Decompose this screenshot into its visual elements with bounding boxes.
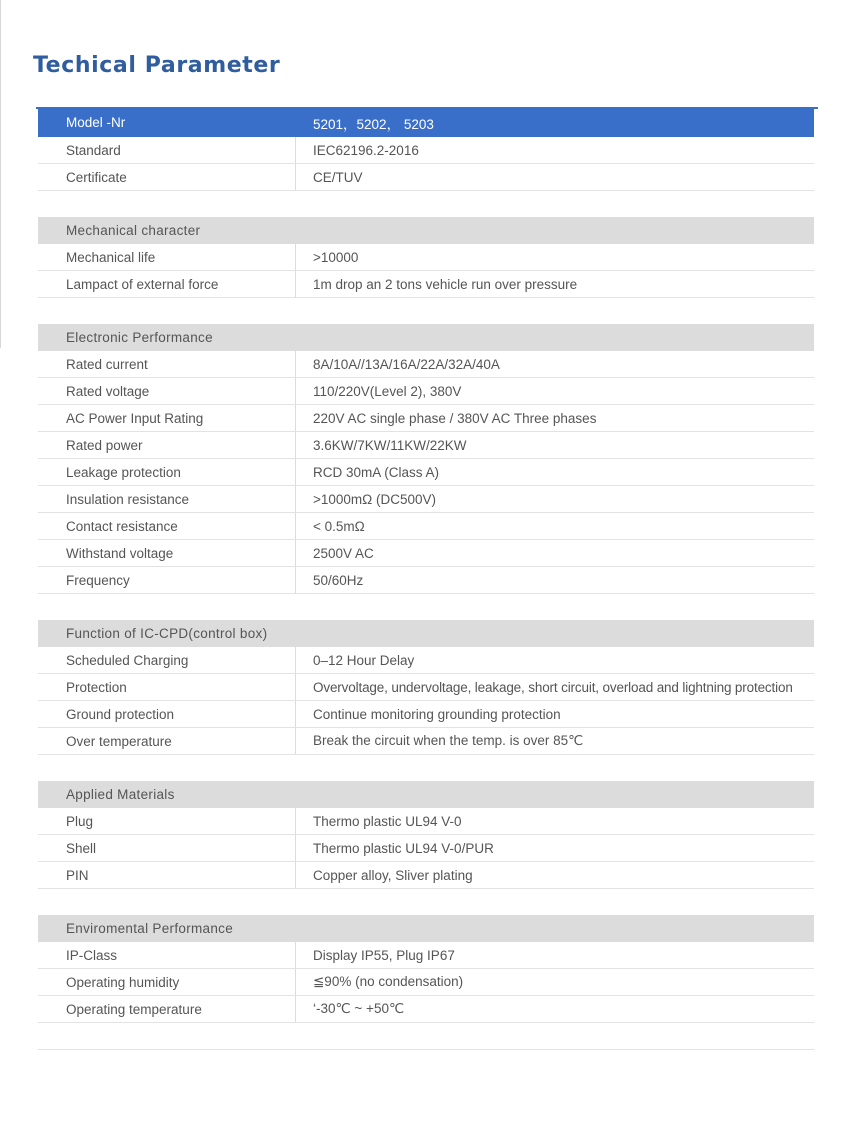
row-label: Contact resistance — [38, 513, 296, 539]
row-value: Copper alloy, Sliver plating — [313, 867, 473, 883]
table-row — [38, 244, 814, 271]
table-row — [38, 459, 814, 486]
table-row — [38, 540, 814, 567]
table-row — [38, 486, 814, 513]
section-gap — [38, 755, 814, 781]
table-row — [38, 862, 814, 889]
section-gap — [38, 889, 814, 915]
section-gap — [38, 191, 814, 217]
row-label: Scheduled Charging — [38, 647, 296, 673]
table-row — [38, 164, 814, 191]
row-value: Continue monitoring grounding protection — [313, 706, 561, 722]
table-row — [38, 728, 814, 755]
row-label: Frequency — [38, 567, 296, 593]
row-value: >1000mΩ (DC500V) — [313, 491, 437, 507]
table-row — [38, 567, 814, 594]
row-label: Lampact of external force — [38, 271, 296, 297]
row-label: Over temperature — [38, 728, 296, 754]
row-value: < 0.5mΩ — [313, 518, 365, 534]
section-header-materials: Applied Materials — [38, 781, 814, 808]
table-row — [38, 969, 814, 996]
model-value: 5201，5202， 5203 — [313, 116, 434, 132]
section-header-mechanical: Mechanical character — [38, 217, 814, 244]
row-value: Display IP55, Plug IP67 — [313, 947, 455, 963]
row-label: Certificate — [38, 164, 296, 190]
page-edge-line — [0, 0, 1, 348]
row-value: ≦90% (no condensation) — [313, 974, 464, 989]
row-value: RCD 30mA (Class A) — [313, 464, 440, 480]
row-value: Thermo plastic UL94 V-0 — [313, 813, 462, 829]
row-label: Plug — [38, 808, 296, 834]
table-row — [38, 432, 814, 459]
row-label: Mechanical life — [38, 244, 296, 270]
table-row — [38, 271, 814, 298]
row-value: Break the circuit when the temp. is over 85℃ — [313, 733, 584, 748]
row-label: Leakage protection — [38, 459, 296, 485]
section-header-environmental: Enviromental Performance — [38, 915, 814, 942]
row-label: Rated current — [38, 351, 296, 377]
table-row — [38, 405, 814, 432]
row-value: 110/220V(Level 2), 380V — [313, 383, 462, 399]
table-row — [38, 378, 814, 405]
table-row — [38, 513, 814, 540]
row-value: 3.6KW/7KW/11KW/22KW — [313, 437, 467, 453]
row-label: AC Power Input Rating — [38, 405, 296, 431]
row-label: Rated voltage — [38, 378, 296, 404]
section-gap — [38, 594, 814, 620]
row-value: >10000 — [313, 249, 359, 265]
table-row — [38, 808, 814, 835]
section-header-ic-cpd: Function of IC-CPD(control box) — [38, 620, 814, 647]
model-label: Model -Nr — [66, 115, 126, 130]
row-value: 1m drop an 2 tons vehicle run over pressure — [313, 276, 578, 292]
page-title: Techical Parameter — [33, 53, 281, 78]
row-value: 8A/10A//13A/16A/22A/32A/40A — [313, 356, 500, 372]
row-value: 0–12 Hour Delay — [313, 652, 415, 668]
row-label: Shell — [38, 835, 296, 861]
row-value: ‘-30℃ ~ +50℃ — [313, 1001, 405, 1016]
model-header-row — [38, 109, 814, 137]
table-row — [38, 942, 814, 969]
table-row — [38, 137, 814, 164]
table-row — [38, 701, 814, 728]
row-value: 50/60Hz — [313, 572, 364, 588]
row-label: Withstand voltage — [38, 540, 296, 566]
row-label: Standard — [38, 137, 296, 163]
row-value: Overvoltage, undervoltage, leakage, short circuit, overload and lightning protection — [313, 679, 793, 695]
row-value: 2500V AC — [313, 545, 374, 561]
table-row — [38, 835, 814, 862]
table-row — [38, 674, 814, 701]
row-label: PIN — [38, 862, 296, 888]
row-label: Ground protection — [38, 701, 296, 727]
table-row — [38, 647, 814, 674]
row-label: Operating temperature — [38, 996, 296, 1022]
row-value: IEC62196.2-2016 — [313, 142, 419, 158]
row-label: IP-Class — [38, 942, 296, 968]
row-label: Protection — [38, 674, 296, 700]
row-label: Rated power — [38, 432, 296, 458]
row-label: Insulation resistance — [38, 486, 296, 512]
spec-table — [38, 109, 814, 1050]
section-header-electronic: Electronic Performance — [38, 324, 814, 351]
section-gap — [38, 298, 814, 324]
row-label: Operating humidity — [38, 969, 296, 995]
table-end-gap — [38, 1023, 814, 1050]
row-value: CE/TUV — [313, 169, 363, 185]
table-row — [38, 996, 814, 1023]
row-value: Thermo plastic UL94 V-0/PUR — [313, 840, 494, 856]
row-value: 220V AC single phase / 380V AC Three phases — [313, 410, 597, 426]
table-row — [38, 351, 814, 378]
